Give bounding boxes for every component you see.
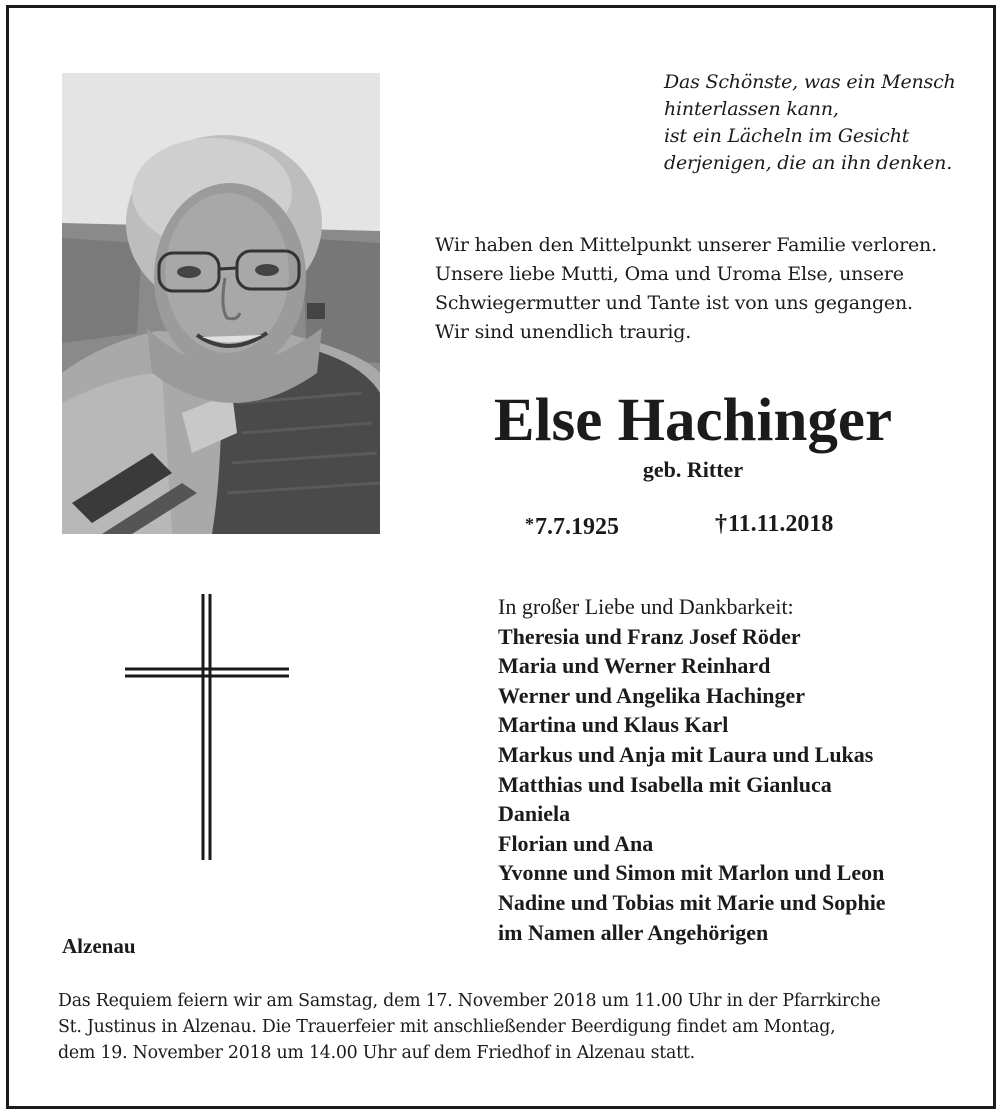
maiden-name: geb. Ritter — [642, 457, 744, 482]
death-date — [715, 509, 833, 539]
intro-line: Unsere liebe Mutti, Oma und Uroma Else, unsere — [435, 263, 904, 285]
mourner-row: Werner und Angelika Hachinger — [498, 682, 806, 708]
birth-date — [525, 509, 619, 542]
double-line-cross-icon — [125, 594, 289, 860]
mourner-row: Nadine und Tobias mit Marie und Sophie — [498, 889, 886, 915]
mourner-row: Theresia und Franz Josef Röder — [498, 623, 801, 649]
mourner-row: Markus und Anja mit Laura und Lukas — [498, 741, 874, 767]
intro-line: Wir sind unendlich traurig. — [435, 321, 692, 343]
mourner-row: Maria und Werner Reinhard — [498, 653, 771, 679]
mourner-row: im Namen aller Angehörigen — [498, 919, 769, 945]
portrait-photo — [62, 73, 380, 534]
birth-star-icon: * — [525, 514, 534, 534]
service-details — [58, 988, 978, 1066]
quote-line: derjenigen, die an ihn denken. — [664, 152, 953, 174]
mourner-row: Matthias und Isabella mit Gianluca — [498, 771, 832, 797]
birth-date-value: 7.7.1925 — [535, 514, 619, 540]
service-line: St. Justinus in Alzenau. Die Trauerfeier mit anschließender Beerdigung findet am Montag, — [58, 1017, 836, 1037]
place-name: Alzenau — [62, 934, 136, 958]
intro-line: Wir haben den Mittelpunkt unserer Familie verloren. — [435, 234, 937, 256]
mourner-row: Daniela — [498, 801, 571, 827]
mourners-list — [498, 592, 978, 947]
mourner-row: Yvonne und Simon mit Marlon und Leon — [498, 860, 885, 886]
service-line: Das Requiem feiern wir am Samstag, dem 17. November 2018 um 11.00 Uhr in der Pfarrkirche — [58, 991, 881, 1011]
mourners-lead: In großer Liebe und Dankbarkeit: — [498, 594, 794, 619]
intro-text — [435, 231, 975, 347]
death-date-value: 11.11.2018 — [728, 511, 834, 537]
service-line: dem 19. November 2018 um 14.00 Uhr auf dem Friedhof in Alzenau statt. — [58, 1043, 695, 1063]
intro-line: Schwiegermutter und Tante ist von uns gegangen. — [435, 292, 913, 314]
quote-line: Das Schönste, was ein Mensch — [664, 71, 956, 93]
death-dagger-icon: † — [715, 511, 727, 537]
quote-line: ist ein Lächeln im Gesicht — [664, 125, 910, 147]
deceased-name: Else Hachinger — [493, 387, 893, 454]
mourner-row: Martina und Klaus Karl — [498, 712, 729, 738]
quote-line: hinterlassen kann, — [664, 98, 839, 120]
mourner-row: Florian und Ana — [498, 830, 654, 856]
memorial-quote — [664, 69, 964, 177]
